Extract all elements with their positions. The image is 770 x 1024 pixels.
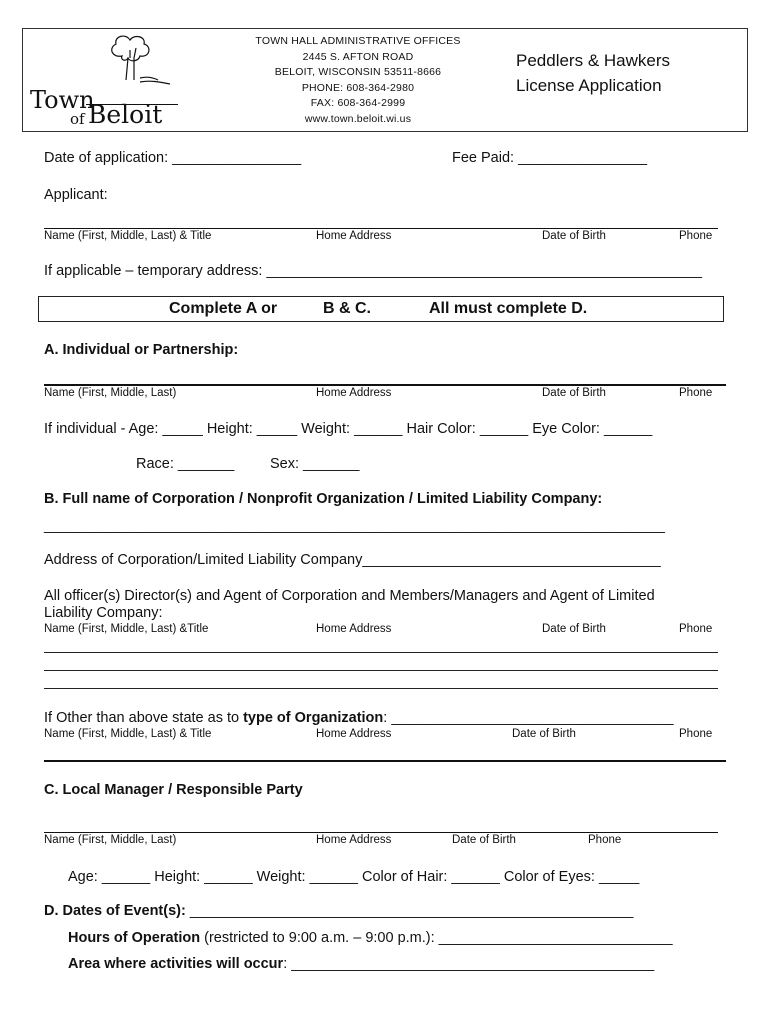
hours-of-operation-field[interactable] (68, 930, 673, 946)
section-c-col-home-address: Home Address (316, 834, 392, 846)
activity-area-field[interactable] (68, 956, 654, 972)
section-b-col-dob: Date of Birth (542, 623, 606, 635)
other-organization-bold: type of Organization (243, 710, 384, 726)
office-line: BELOIT, WISCONSIN 53511-8666 (274, 66, 442, 78)
form-title (516, 48, 670, 98)
officer-input-line[interactable] (44, 670, 718, 671)
section-b-bottom-line[interactable] (44, 760, 726, 762)
office-line: PHONE: 608-364-2980 (301, 81, 415, 94)
corporation-name-field[interactable]: _____________________________________________________________________________ (44, 518, 665, 534)
section-b-col-home-address: Home Address (316, 623, 392, 635)
col-home-address: Home Address (316, 230, 392, 242)
section-c-col-phone: Phone (588, 834, 622, 846)
logo-town-text: Town (30, 86, 95, 114)
logo-beloit-text: Beloit (88, 100, 163, 129)
banner-b-and-c: B & C. (323, 300, 371, 317)
form-title-line: Peddlers & Hawkers (516, 51, 671, 70)
individual-details-field[interactable]: If individual - Age: _____ Height: _____ Weight: ______ Hair Color: ______ Eye Color: ______ (44, 421, 653, 437)
office-line: 2445 S. AFTON ROAD (302, 50, 414, 63)
activity-area-label: Area where activities will occur (68, 956, 284, 972)
section-a-col-phone: Phone (679, 387, 713, 399)
applicant-input-line[interactable] (44, 228, 718, 229)
other-organization-suffix: : ___________________________________ (383, 710, 674, 726)
hours-of-operation-label: Hours of Operation (68, 930, 201, 946)
fee-paid-field[interactable]: Fee Paid: ________________ (452, 150, 648, 166)
sex-field[interactable]: Sex: _______ (270, 456, 360, 472)
section-a-col-name: Name (First, Middle, Last) (44, 387, 177, 399)
col-date-of-birth: Date of Birth (542, 230, 606, 242)
section-c-heading: C. Local Manager / Responsible Party (44, 782, 303, 798)
section-b-col-home-address-2: Home Address (316, 728, 392, 740)
section-c-col-name: Name (First, Middle, Last) (44, 834, 177, 846)
section-a-col-home-address: Home Address (316, 387, 392, 399)
office-line: FAX: 608-364-2999 (310, 97, 406, 109)
col-phone: Phone (679, 230, 713, 242)
section-a-col-dob: Date of Birth (542, 387, 606, 399)
dates-of-events-blank: _______________________________________________________ (185, 903, 634, 919)
temporary-address-field[interactable]: If applicable – temporary address: ______________________________________________________ (44, 263, 702, 279)
officer-input-line[interactable] (44, 688, 718, 689)
section-a-heading: A. Individual or Partnership: (44, 342, 239, 358)
banner-all-d: All must complete D. (429, 300, 588, 317)
section-c-col-dob: Date of Birth (452, 834, 516, 846)
logo-of-text: of (70, 110, 85, 128)
banner-complete-a: Complete A or (169, 300, 278, 317)
officers-label: All officer(s) Director(s) and Agent of Corporation and Members/Managers and Agent of Limited (44, 588, 655, 604)
officer-input-line[interactable] (44, 652, 718, 653)
instructions-banner (38, 296, 724, 322)
manager-physical-details-field[interactable]: Age: ______ Height: ______ Weight: ______ Color of Hair: ______ Color of Eyes: _____ (68, 869, 640, 885)
date-of-application-field[interactable]: Date of application: ________________ (44, 150, 302, 166)
dates-of-events-label: D. Dates of Event(s): (44, 903, 186, 919)
section-b-col-name-title: Name (First, Middle, Last) &Title (44, 623, 209, 635)
office-address-block (238, 34, 478, 127)
other-organization-field[interactable] (44, 710, 674, 726)
office-line: TOWN HALL ADMINISTRATIVE OFFICES (255, 35, 461, 47)
section-b-col-phone: Phone (679, 623, 713, 635)
tree-icon (100, 34, 180, 94)
form-title-line: License Application (516, 76, 662, 95)
race-field[interactable]: Race: _______ (136, 456, 235, 472)
col-name-title: Name (First, Middle, Last) & Title (44, 230, 212, 242)
dates-of-events-field[interactable] (44, 903, 633, 919)
applicant-label: Applicant: (44, 187, 108, 203)
section-b-col-phone-2: Phone (679, 728, 713, 740)
activity-area-rest: : _____________________________________________ (283, 956, 655, 972)
section-c-input-line[interactable] (44, 832, 718, 833)
section-a-input-line[interactable] (44, 384, 726, 386)
other-organization-prefix: If Other than above state as to (44, 710, 244, 726)
section-b-col-name-title-2: Name (First, Middle, Last) & Title (44, 728, 212, 740)
logo-underline (86, 104, 178, 105)
section-b-col-dob-2: Date of Birth (512, 728, 576, 740)
section-b-heading: B. Full name of Corporation / Nonprofit Organization / Limited Liability Company: (44, 491, 603, 507)
office-website: www.town.beloit.wi.us (304, 112, 412, 125)
hours-of-operation-rest: (restricted to 9:00 a.m. – 9:00 p.m.): _____________________________ (200, 930, 673, 946)
corporation-address-field[interactable]: Address of Corporation/Limited Liability Company_____________________________________ (44, 552, 661, 568)
officers-label-cont: Liability Company: (44, 605, 163, 621)
